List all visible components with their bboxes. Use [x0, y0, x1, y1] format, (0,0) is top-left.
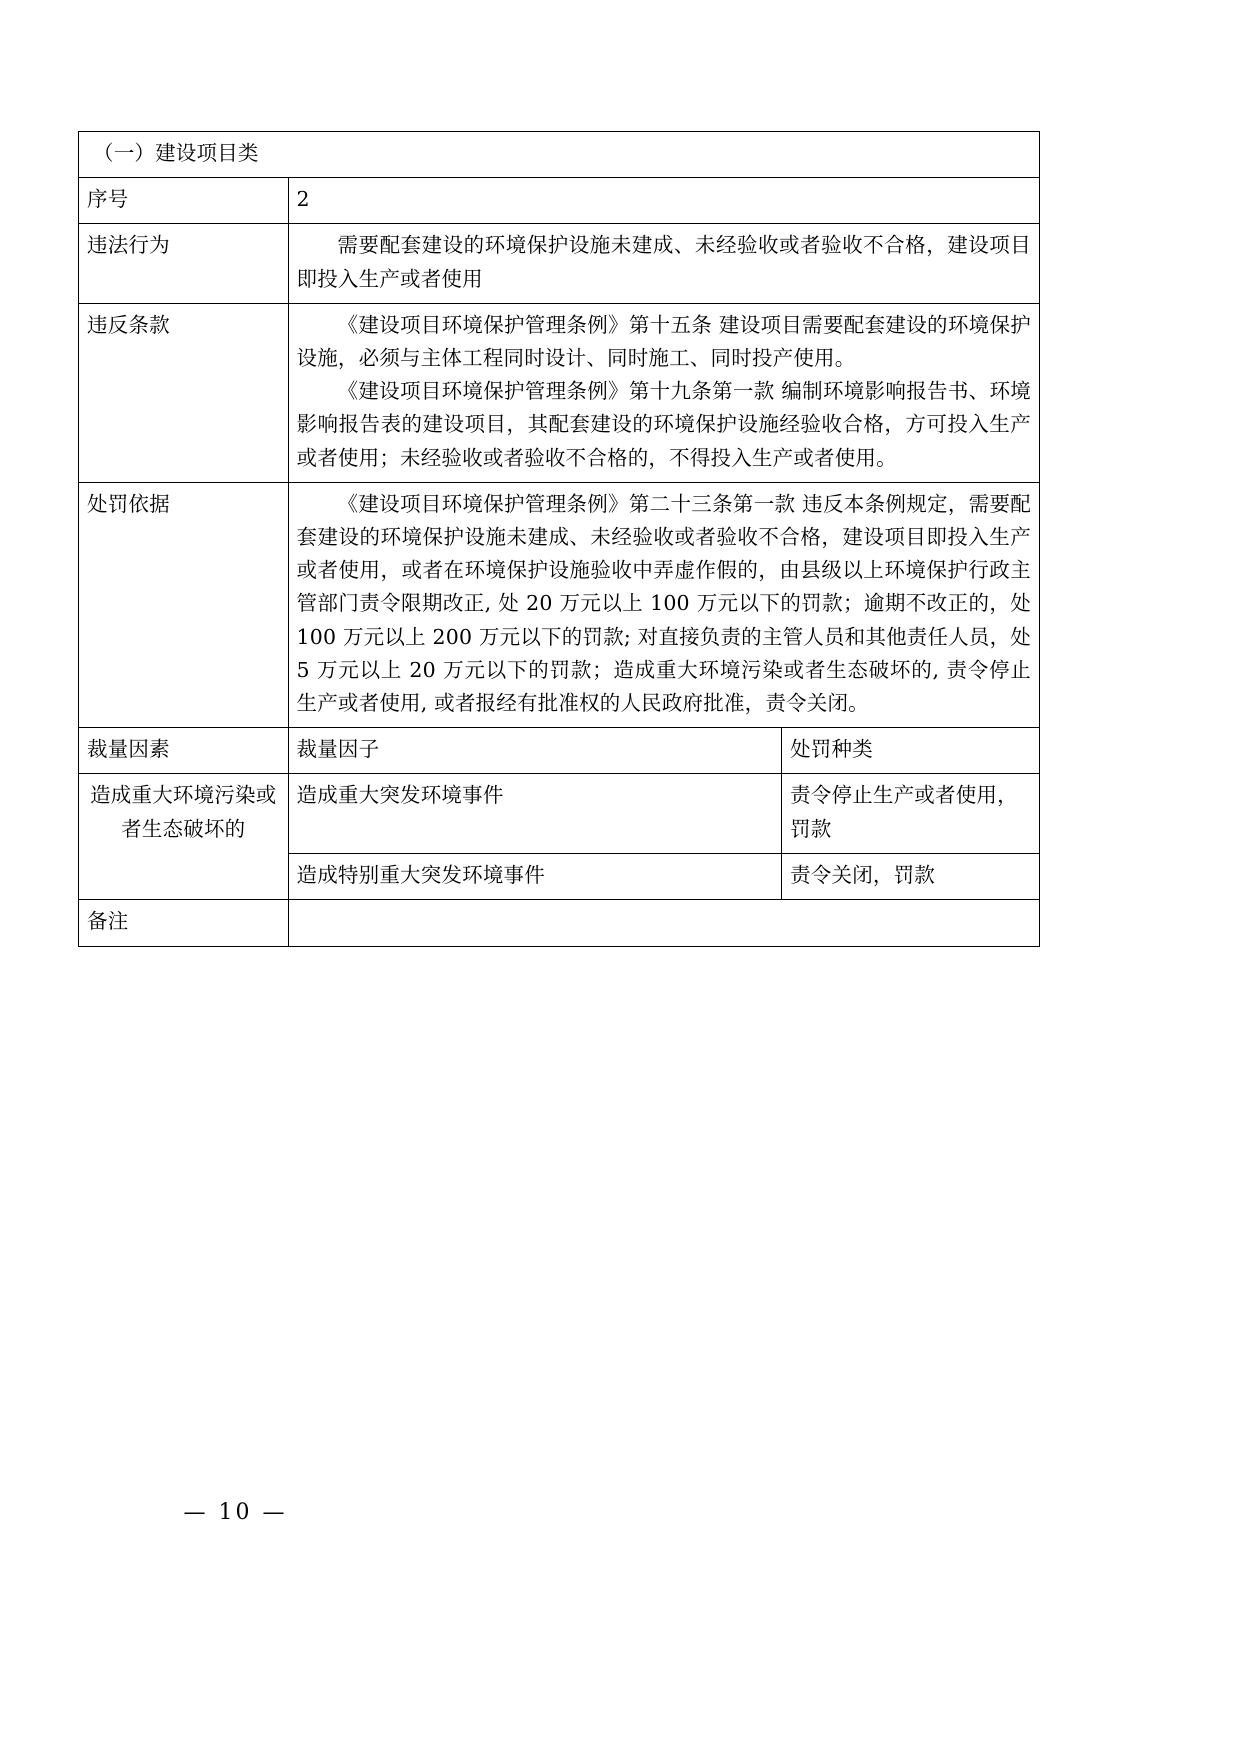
label-discretion-element: 裁量因子 [288, 728, 782, 774]
value-serial-no: 2 [288, 178, 1039, 224]
label-penalty-basis: 处罚依据 [79, 482, 289, 727]
discretion-element-value-1: 造成重大突发环境事件 [288, 774, 782, 853]
table-row-section-heading [79, 132, 1040, 178]
label-violated-provision: 违反条款 [79, 303, 289, 482]
table-row-discretion-header [79, 728, 1040, 774]
label-penalty-type: 处罚种类 [782, 728, 1040, 774]
violated-provision-paragraph-1: 《建设项目环境保护管理条例》第十五条 建设项目需要配套建设的环境保护设施，必须与主体工程同时设计、同时施工、同时投产使用。 [296, 312, 1031, 371]
table-row-discretion-1 [79, 774, 1040, 853]
value-illegal-act [288, 224, 1039, 303]
label-serial-no: 序号 [79, 178, 289, 224]
discretion-factor-value: 造成重大环境污染或者生态破坏的 [79, 774, 289, 900]
table-row-violated-provision [79, 303, 1040, 482]
label-illegal-act: 违法行为 [79, 224, 289, 303]
label-discretion-factor: 裁量因素 [79, 728, 289, 774]
page-number: — 10 — [183, 1500, 288, 1525]
page-footer [0, 1500, 1241, 1525]
penalty-discretion-table [78, 131, 1040, 947]
value-penalty-basis [288, 482, 1039, 727]
table-row-serial-no [79, 178, 1040, 224]
violated-provision-paragraph-2: 《建设项目环境保护管理条例》第十九条第一款 编制环境影响报告书、环境影响报告表的建设项目，其配套建设的环境保护设施经验收合格，方可投入生产或者使用；未经验收或者验收不合格的，不得投入生产或者使用。 [296, 379, 1031, 470]
value-remarks [288, 900, 1039, 947]
table-row-remarks [79, 900, 1040, 947]
table-row-illegal-act [79, 224, 1040, 303]
value-violated-provision [288, 303, 1039, 482]
discretion-element-value-2: 造成特别重大突发环境事件 [288, 853, 782, 899]
table-row-penalty-basis [79, 482, 1040, 727]
penalty-type-value-1: 责令停止生产或者使用，罚款 [782, 774, 1040, 853]
label-remarks: 备注 [79, 900, 289, 947]
penalty-type-value-2: 责令关闭，罚款 [782, 853, 1040, 899]
section-heading: （一）建设项目类 [79, 132, 1040, 178]
penalty-basis-paragraph-1: 《建设项目环境保护管理条例》第二十三条第一款 违反本条例规定，需要配套建设的环境保护设施未建成、未经验收或者验收不合格，建设项目即投入生产或者使用，或者在环境保护设施验收中弄虚作假的，由县级以上环境保护行政主管部门责令限期改正, 处 20 万元以上 100 万元以下的罚款；逾期不改正的，处 100 万元以上 200 万元以下的罚款; 对直接负责的主管人员和其他责任人员，处 5 万元以上 20 万元以下的罚款；造成重大环境污染或者生态破坏的, 责令停止生产或者使用, 或者报经有批准权的人民政府批准，责令关闭。 [296, 491, 1031, 716]
illegal-act-paragraph-1: 需要配套建设的环境保护设施未建成、未经验收或者验收不合格，建设项目即投入生产或者使用 [296, 233, 1031, 291]
